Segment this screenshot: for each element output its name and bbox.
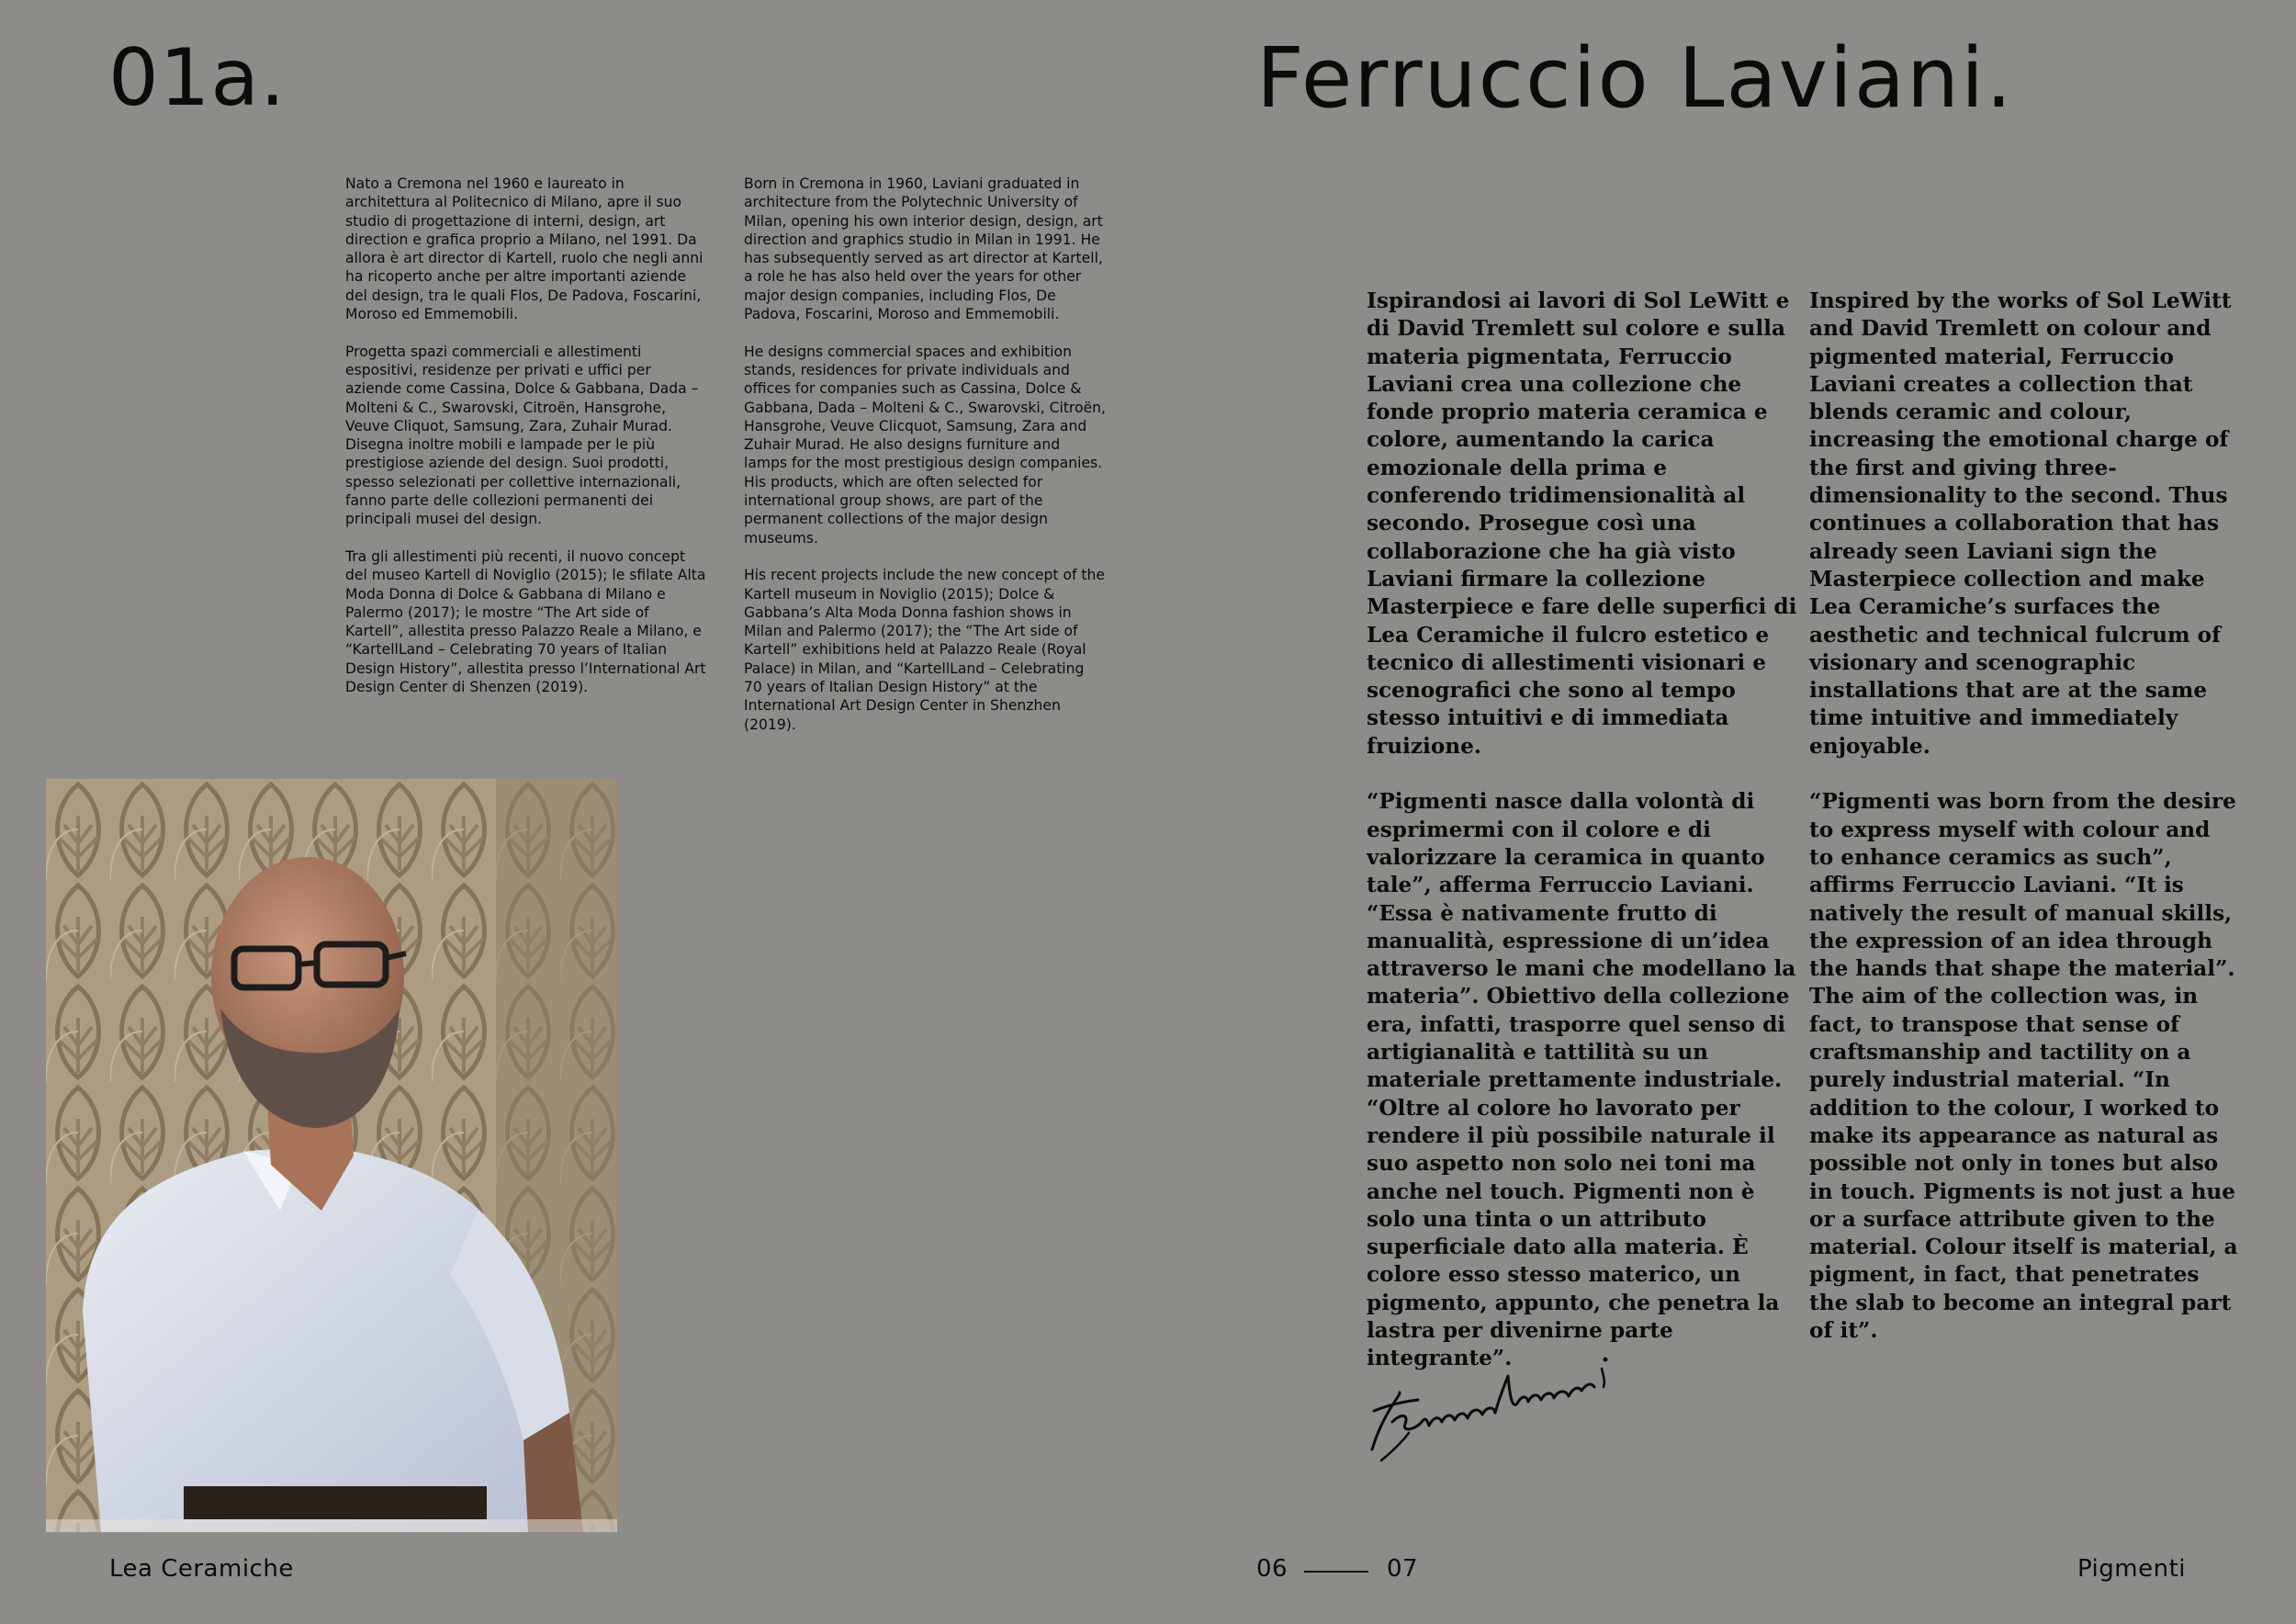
bio-italian-column: [345, 175, 708, 716]
statement-italian-column: [1367, 288, 1798, 1401]
page-number-right: 07: [1387, 1555, 1419, 1583]
statement-english-paragraph: Inspired by the works of Sol LeWitt and David Tremlett on colour and pigmented material, Ferruccio Laviani creates a collection that blends ceramic and colour, increasing the emotional charge of the first and giving three-dimensionality to the second. Thus continues a collaboration that has already seen Laviani sign the Masterpiece collection and make Lea Ceramiche’s surfaces the aesthetic and technical fulcrum of visionary and scenographic installations that are at the same time intuitive and immediately enjoyable.: [1809, 288, 2232, 759]
statement-italian-paragraph: “Pigmenti nasce dalla volontà di esprimermi con il colore e di valorizzare la ceramica in quanto tale”, afferma Ferruccio Laviani. “Essa è nativamente frutto di manualità, espressione di un’idea attraverso le mani che modellano la materia”. Obiettivo della collezione era, infatti, trasporre quel senso di artigianalità e tattilità su un materiale prettamente industriale. “Oltre al colore ho lavorato per rendere il più possibile naturale il suo aspetto non solo nei toni ma anche nel touch. Pigmenti non è solo una tinta o un attributo superficiale dato alla materia. È colore esso stesso materico, un pigmento, appunto, che penetra la lastra per divenirne parte integrante”.: [1367, 789, 1796, 1371]
footer-brand: Lea Ceramiche: [109, 1555, 294, 1583]
statement-english-column: [1809, 288, 2241, 1373]
bio-english-column: [744, 175, 1107, 752]
bio-english-paragraph: Born in Cremona in 1960, Laviani graduated in architecture from the Polytechnic University of Milan, opening his own interior design, design, art direction and graphics studio in Milan in 1991. He has subsequently served as art director at Kartell, a role he has also held over the years for other major design companies, including Flos, De Padova, Foscarini, Moroso and Emmemobili.: [744, 175, 1103, 323]
page-number-left: 06: [1256, 1555, 1289, 1583]
bio-italian-paragraph: Progetta spazi commerciali e allestimenti espositivi, residenze per privati e uffici per aziende come Cassina, Dolce & Gabbana, Dada – Molteni & C., Swarovski, Citroën, Hansgrohe, Veuve Cliquot, Samsung, Zara, Zuhair Murad. Disegna inoltre mobili e lampade per le più prestigiose aziende del design. Suoi prodotti, spesso selezionati per collettive internazionali, fanno parte delle collezioni permanenti dei principali musei del design.: [345, 343, 699, 528]
portrait-illustration: [46, 779, 617, 1532]
designer-signature: [1365, 1348, 1622, 1477]
designer-name-heading: Ferruccio Laviani.: [1256, 30, 2014, 127]
bio-english-paragraph: He designs commercial spaces and exhibition stands, residences for private individuals and offices for companies such as Cassina, Dolce & Gabbana, Dada – Molteni & C., Swarovski, Citroën, Hansgrohe, Veuve Clicquot, Samsung, Zara and Zuhair Murad. He also designs furniture and lamps for the most prestigious design companies. His products, which are often selected for international group shows, are part of the permanent collections of the major design museums.: [744, 343, 1106, 547]
page-number-divider: [1304, 1571, 1368, 1573]
bio-italian-paragraph: Tra gli allestimenti più recenti, il nuovo concept del museo Kartell di Noviglio (2015); le sfilate Alta Moda Donna di Dolce & Gabbana di Milano e Palermo (2017); le mostre “The Art side of Kartell”, allestita presso Palazzo Reale a Milano, e “KartellLand – Celebrating 70 years of Italian Design History”, allestita presso l’International Art Design Center di Shenzen (2019).: [345, 547, 706, 696]
statement-italian-paragraph: Ispirandosi ai lavori di Sol LeWitt e di David Tremlett sul colore e sulla materia pigmentata, Ferruccio Laviani crea una collezione che fonde proprio materia ceramica e colore, aumentando la carica emozionale della prima e conferendo tridimensionalità al secondo. Prosegue così una collaborazione che ha già visto Laviani firmare la collezione Masterpiece e fare delle superfici di Lea Ceramiche il fulcro estetico e tecnico di allestimenti visionari e scenografici che sono al tempo stesso intuitivi e di immediata fruizione.: [1367, 288, 1797, 759]
statement-english-paragraph: “Pigmenti was born from the desire to express myself with colour and to enhance ceramics as such”, affirms Ferruccio Laviani. “It is natively the result of manual skills, the expression of an idea through the hands that shape the material”. The aim of the collection was, in fact, to transpose that sense of craftsmanship and tactility on a purely industrial material. “In addition to the colour, I worked to make its appearance as natural as possible not only in tones but also in touch. Pigments is not just a hue or a surface attribute given to the material. Colour itself is material, a pigment, in fact, that penetrates the slab to become an integral part of it”.: [1809, 789, 2238, 1343]
footer-collection-title: Pigmenti: [2077, 1555, 2186, 1583]
bio-italian-paragraph: Nato a Cremona nel 1960 e laureato in architettura al Politecnico di Milano, apre il suo studio di progettazione di interni, design, art direction e grafica proprio a Milano, nel 1991. Da allora è art director di Kartell, ruolo che negli anni ha ricoperto anche per altre importanti aziende del design, tra le quali Flos, De Padova, Foscarini, Moroso ed Emmemobili.: [345, 175, 703, 323]
bio-english-paragraph: His recent projects include the new concept of the Kartell museum in Noviglio (2015); Dolce & Gabbana’s Alta Moda Donna fashion shows in Milan and Palermo (2017); the “The Art side of Kartell” exhibitions held at Palazzo Reale (Royal Palace) in Milan, and “KartellLand – Celebrating 70 years of Italian Design History” at the International Art Design Center in Shenzhen (2019).: [744, 567, 1106, 733]
section-number: 01a.: [108, 32, 287, 124]
designer-portrait-photo: [46, 779, 617, 1532]
